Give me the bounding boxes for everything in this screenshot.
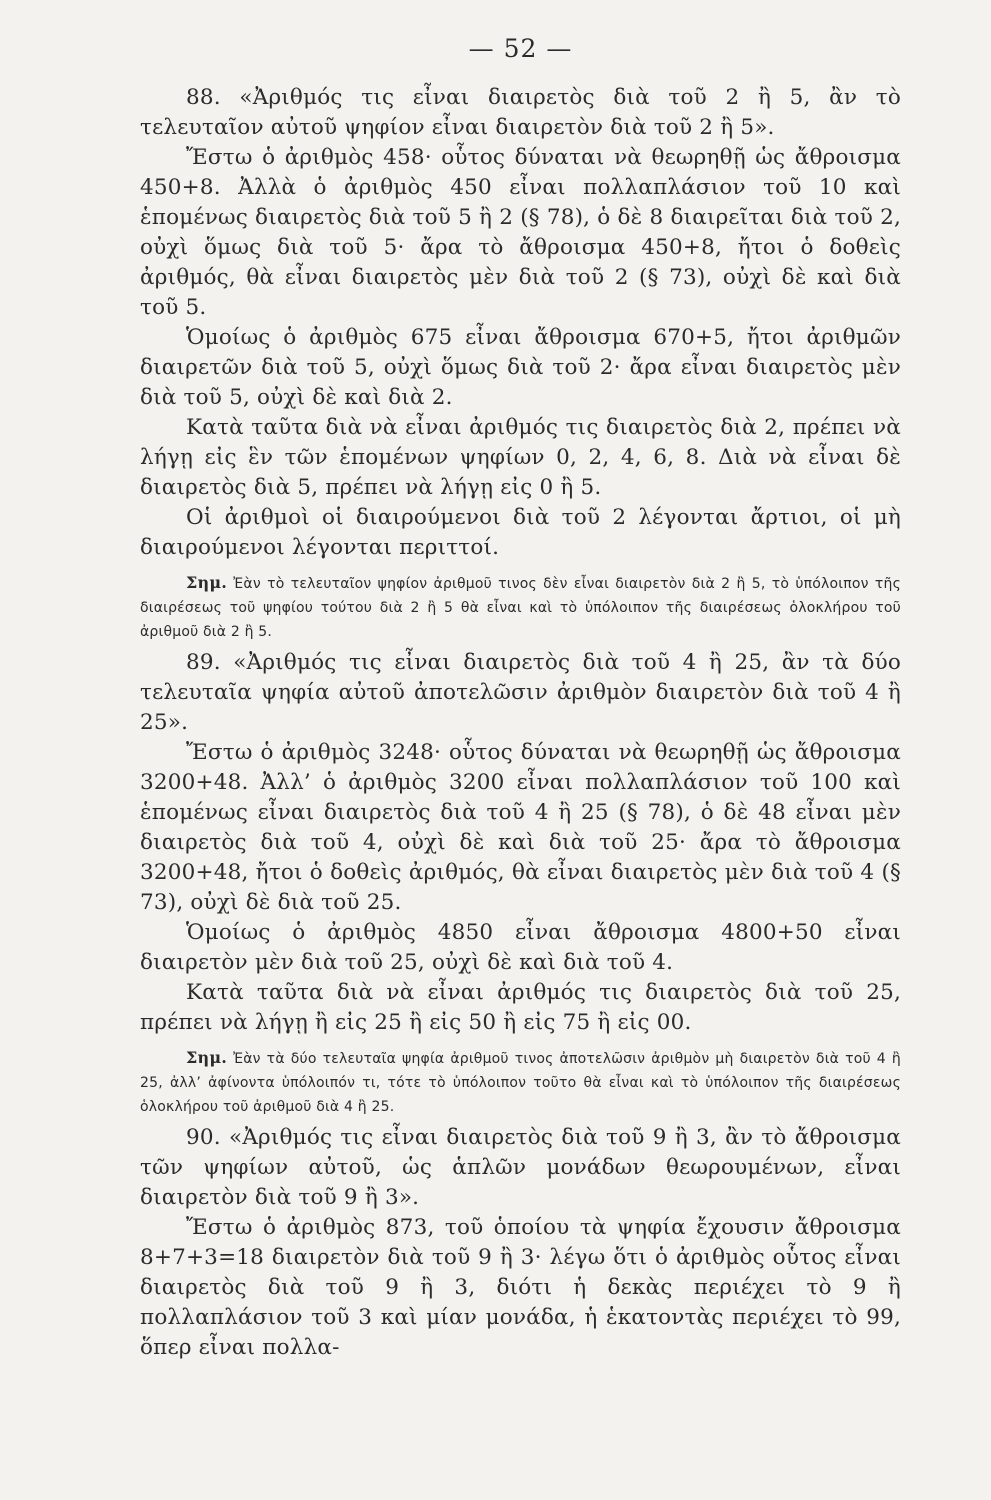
section-89-paragraph-3: Κατὰ ταῦτα διὰ νὰ εἶναι ἀριθμός τις διαιρετὸς διὰ τοῦ 25, πρέπει νὰ λήγῃ ἢ εἰς 25 ἢ εἰς 50 ἢ εἰς 75 ἢ εἰς 00. (140, 980, 901, 1035)
note-text: Ἐὰν τὸ τελευταῖον ψηφίον ἀριθμοῦ τινος δὲν εἶναι διαιρετὸν διὰ 2 ἢ 5, τὸ ὑπόλοιπον τῆς διαιρέσεως τοῦ ψηφίου τούτου διὰ 2 ἢ 5 θὰ εἶναι καὶ τὸ ὑπόλοιπον τῆς διαιρέσεως ὁλοκλήρου τοῦ ἀριθμοῦ διὰ 2 ἢ 5. (140, 576, 901, 640)
section-88-paragraph-1: Ἔστω ὁ ἀριθμὸς 458· οὗτος δύναται νὰ θεωρηθῇ ὡς ἄθροισμα 450+8. Ἀλλὰ ὁ ἀριθμὸς 450 εἶναι πολλαπλάσιον τοῦ 10 καὶ ἑπομένως διαιρετὸς διὰ τοῦ 5 ἢ 2 (§ 78), ὁ δὲ 8 διαιρεῖται διὰ τοῦ 2, οὐχὶ ὅμως διὰ τοῦ 5· ἄρα τὸ ἄθροισμα 450+8, ἤτοι ὁ δοθεὶς ἀριθμός, θὰ εἶναι διαιρετὸς μὲν διὰ τοῦ 2 (§ 73), οὐχὶ δὲ καὶ διὰ τοῦ 5. (140, 145, 901, 320)
section-89 (140, 648, 901, 1119)
section-90-title: 90. «Ἀριθμός τις εἶναι διαιρετὸς διὰ τοῦ 9 ἢ 3, ἂν τὸ ἄθροισμα τῶν ψηφίων αὐτοῦ, ὡς ἁπλῶν μονάδων θεωρουμένων, εἶναι διαιρετὸν διὰ τοῦ 9 ἢ 3». (140, 1125, 901, 1210)
note-label: Σημ. (186, 1048, 228, 1067)
note-label: Σημ. (186, 573, 228, 592)
section-89-paragraph-1: Ἔστω ὁ ἀριθμὸς 3248· οὗτος δύναται νὰ θεωρηθῇ ὡς ἄθροισμα 3200+48. Ἀλλ’ ὁ ἀριθμὸς 3200 εἶναι πολλαπλάσιον τοῦ 100 καὶ ἑπομένως εἶναι διαιρετὸς διὰ τοῦ 4 ἢ 25 (§ 78), ὁ δὲ 48 εἶναι μὲν διαιρετὸς διὰ τοῦ 4, οὐχὶ δὲ καὶ διὰ τοῦ 25· ἄρα τὸ ἄθροισμα 3200+48, ἤτοι ὁ δοθεὶς ἀριθμός, θὰ εἶναι διαιρετὸς μὲν διὰ τοῦ 4 (§ 73), οὐχὶ δὲ διὰ τοῦ 25. (140, 740, 901, 915)
section-90 (140, 1123, 901, 1363)
section-88-title: 88. «Ἀριθμός τις εἶναι διαιρετὸς διὰ τοῦ 2 ἢ 5, ἂν τὸ τελευταῖον αὐτοῦ ψηφίον εἶναι διαιρετὸν διὰ τοῦ 2 ἢ 5». (140, 85, 901, 140)
section-89-note (140, 1046, 901, 1119)
page-number: — 52 — (468, 34, 573, 63)
section-88-note (140, 571, 901, 644)
section-88-paragraph-3: Κατὰ ταῦτα διὰ νὰ εἶναι ἀριθμός τις διαιρετὸς διὰ 2, πρέπει νὰ λήγῃ εἰς ἓν τῶν ἑπομένων ψηφίων 0, 2, 4, 6, 8. Διὰ νὰ εἶναι δὲ διαιρετὸς διὰ 5, πρέπει νὰ λήγῃ εἰς 0 ἢ 5. (140, 415, 901, 500)
section-88-paragraph-4: Οἱ ἀριθμοὶ οἱ διαιρούμενοι διὰ τοῦ 2 λέγονται ἄρτιοι, οἱ μὴ διαιρούμενοι λέγονται περιττοί. (140, 505, 901, 560)
section-88-paragraph-2: Ὁμοίως ὁ ἀριθμὸς 675 εἶναι ἄθροισμα 670+5, ἤτοι ἀριθμῶν διαιρετῶν διὰ τοῦ 5, οὐχὶ ὅμως διὰ τοῦ 2· ἄρα εἶναι διαιρετὸς μὲν διὰ τοῦ 5, οὐχὶ δὲ καὶ διὰ 2. (140, 325, 901, 410)
section-88 (140, 83, 901, 644)
section-89-paragraph-2: Ὁμοίως ὁ ἀριθμὸς 4850 εἶναι ἄθροισμα 4800+50 εἶναι διαιρετὸν μὲν διὰ τοῦ 25, οὐχὶ δὲ καὶ διὰ τοῦ 4. (140, 920, 901, 975)
section-90-paragraph-1: Ἔστω ὁ ἀριθμὸς 873, τοῦ ὁποίου τὰ ψηφία ἔχουσιν ἄθροισμα 8+7+3=18 διαιρετὸν διὰ τοῦ 9 ἢ 3· λέγω ὅτι ὁ ἀριθμὸς οὗτος εἶναι διαιρετὸς διὰ τοῦ 9 ἢ 3, διότι ἡ δεκὰς περιέχει τὸ 9 ἢ πολλαπλάσιον τοῦ 3 καὶ μίαν μονάδα, ἡ ἑκατοντὰς περιέχει τὸ 99, ὅπερ εἶναι πολλα- (140, 1215, 901, 1360)
note-text: Ἐὰν τὰ δύο τελευταῖα ψηφία ἀριθμοῦ τινος ἀποτελῶσιν ἀριθμὸν μὴ διαιρετὸν διὰ τοῦ 4 ἢ 25, ἀλλ’ ἀφίνοντα ὑπόλοιπόν τι, τότε τὸ ὑπόλοιπον τοῦτο θὰ εἶναι καὶ τὸ ὑπόλοιπον τῆς διαιρέσεως ὁλοκλήρου τοῦ ἀριθμοῦ διὰ 4 ἢ 25. (140, 1051, 901, 1115)
section-89-title: 89. «Ἀριθμός τις εἶναι διαιρετὸς διὰ τοῦ 4 ἢ 25, ἂν τὰ δύο τελευταῖα ψηφία αὐτοῦ ἀποτελῶσιν ἀριθμὸν διαιρετὸν διὰ τοῦ 4 ἢ 25». (140, 650, 901, 735)
